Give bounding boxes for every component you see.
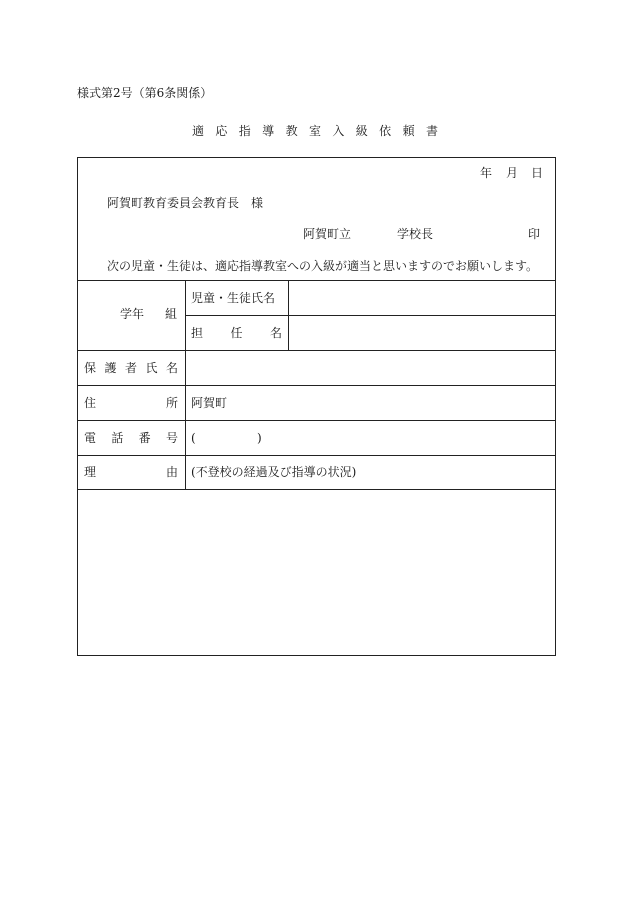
- rule-header: [78, 280, 555, 281]
- school-prefix: 阿賀町立: [303, 227, 352, 241]
- phone-label: 電 話 番 号: [84, 431, 178, 445]
- teacher-label: 担 任 名: [191, 326, 282, 340]
- rule-guardian-bottom: [78, 385, 555, 386]
- student-name-field[interactable]: [290, 282, 552, 313]
- reason-text-area[interactable]: [80, 491, 553, 654]
- date-year-label: 年: [480, 166, 493, 180]
- addressee: 阿賀町教育委員会教育長 様: [107, 196, 264, 210]
- address-value[interactable]: 阿賀町: [191, 396, 228, 410]
- address-label: 住 所: [84, 396, 178, 410]
- rule-grade-mid: [185, 315, 555, 316]
- student-name-label: 児童・生徒氏名: [191, 291, 276, 305]
- rule-name-column: [288, 280, 289, 350]
- rule-address-bottom: [78, 420, 555, 421]
- reason-label: 理 由: [84, 465, 178, 479]
- form-number: 様式第2号（第6条関係）: [77, 86, 213, 100]
- reason-note: (不登校の経過及び指導の状況): [191, 465, 357, 479]
- seal-mark: 印: [528, 227, 541, 241]
- phone-close-paren: ): [257, 431, 262, 445]
- rule-label-column: [185, 280, 186, 489]
- date-month-label: 月: [506, 166, 519, 180]
- rule-phone-bottom: [78, 455, 555, 456]
- rule-reason-bottom: [78, 489, 555, 490]
- date-day-label: 日: [531, 166, 544, 180]
- request-text: 次の児童・生徒は、適応指導教室への入級が適当と思いますのでお願いします。: [107, 259, 539, 273]
- grade-label: 学年: [120, 307, 145, 321]
- class-label: 組: [165, 307, 178, 321]
- document-title: 適応指導教室入級依頼書: [191, 124, 450, 138]
- principal-label: 学校長: [397, 227, 434, 241]
- phone-field[interactable]: [198, 422, 552, 453]
- guardian-name-field[interactable]: [187, 352, 552, 383]
- guardian-label: 保 護 者 氏 名: [84, 361, 178, 375]
- teacher-name-field[interactable]: [290, 317, 552, 348]
- request-form-frame: [77, 157, 556, 656]
- rule-grade-bottom: [78, 350, 555, 351]
- phone-open-paren: (: [191, 431, 196, 445]
